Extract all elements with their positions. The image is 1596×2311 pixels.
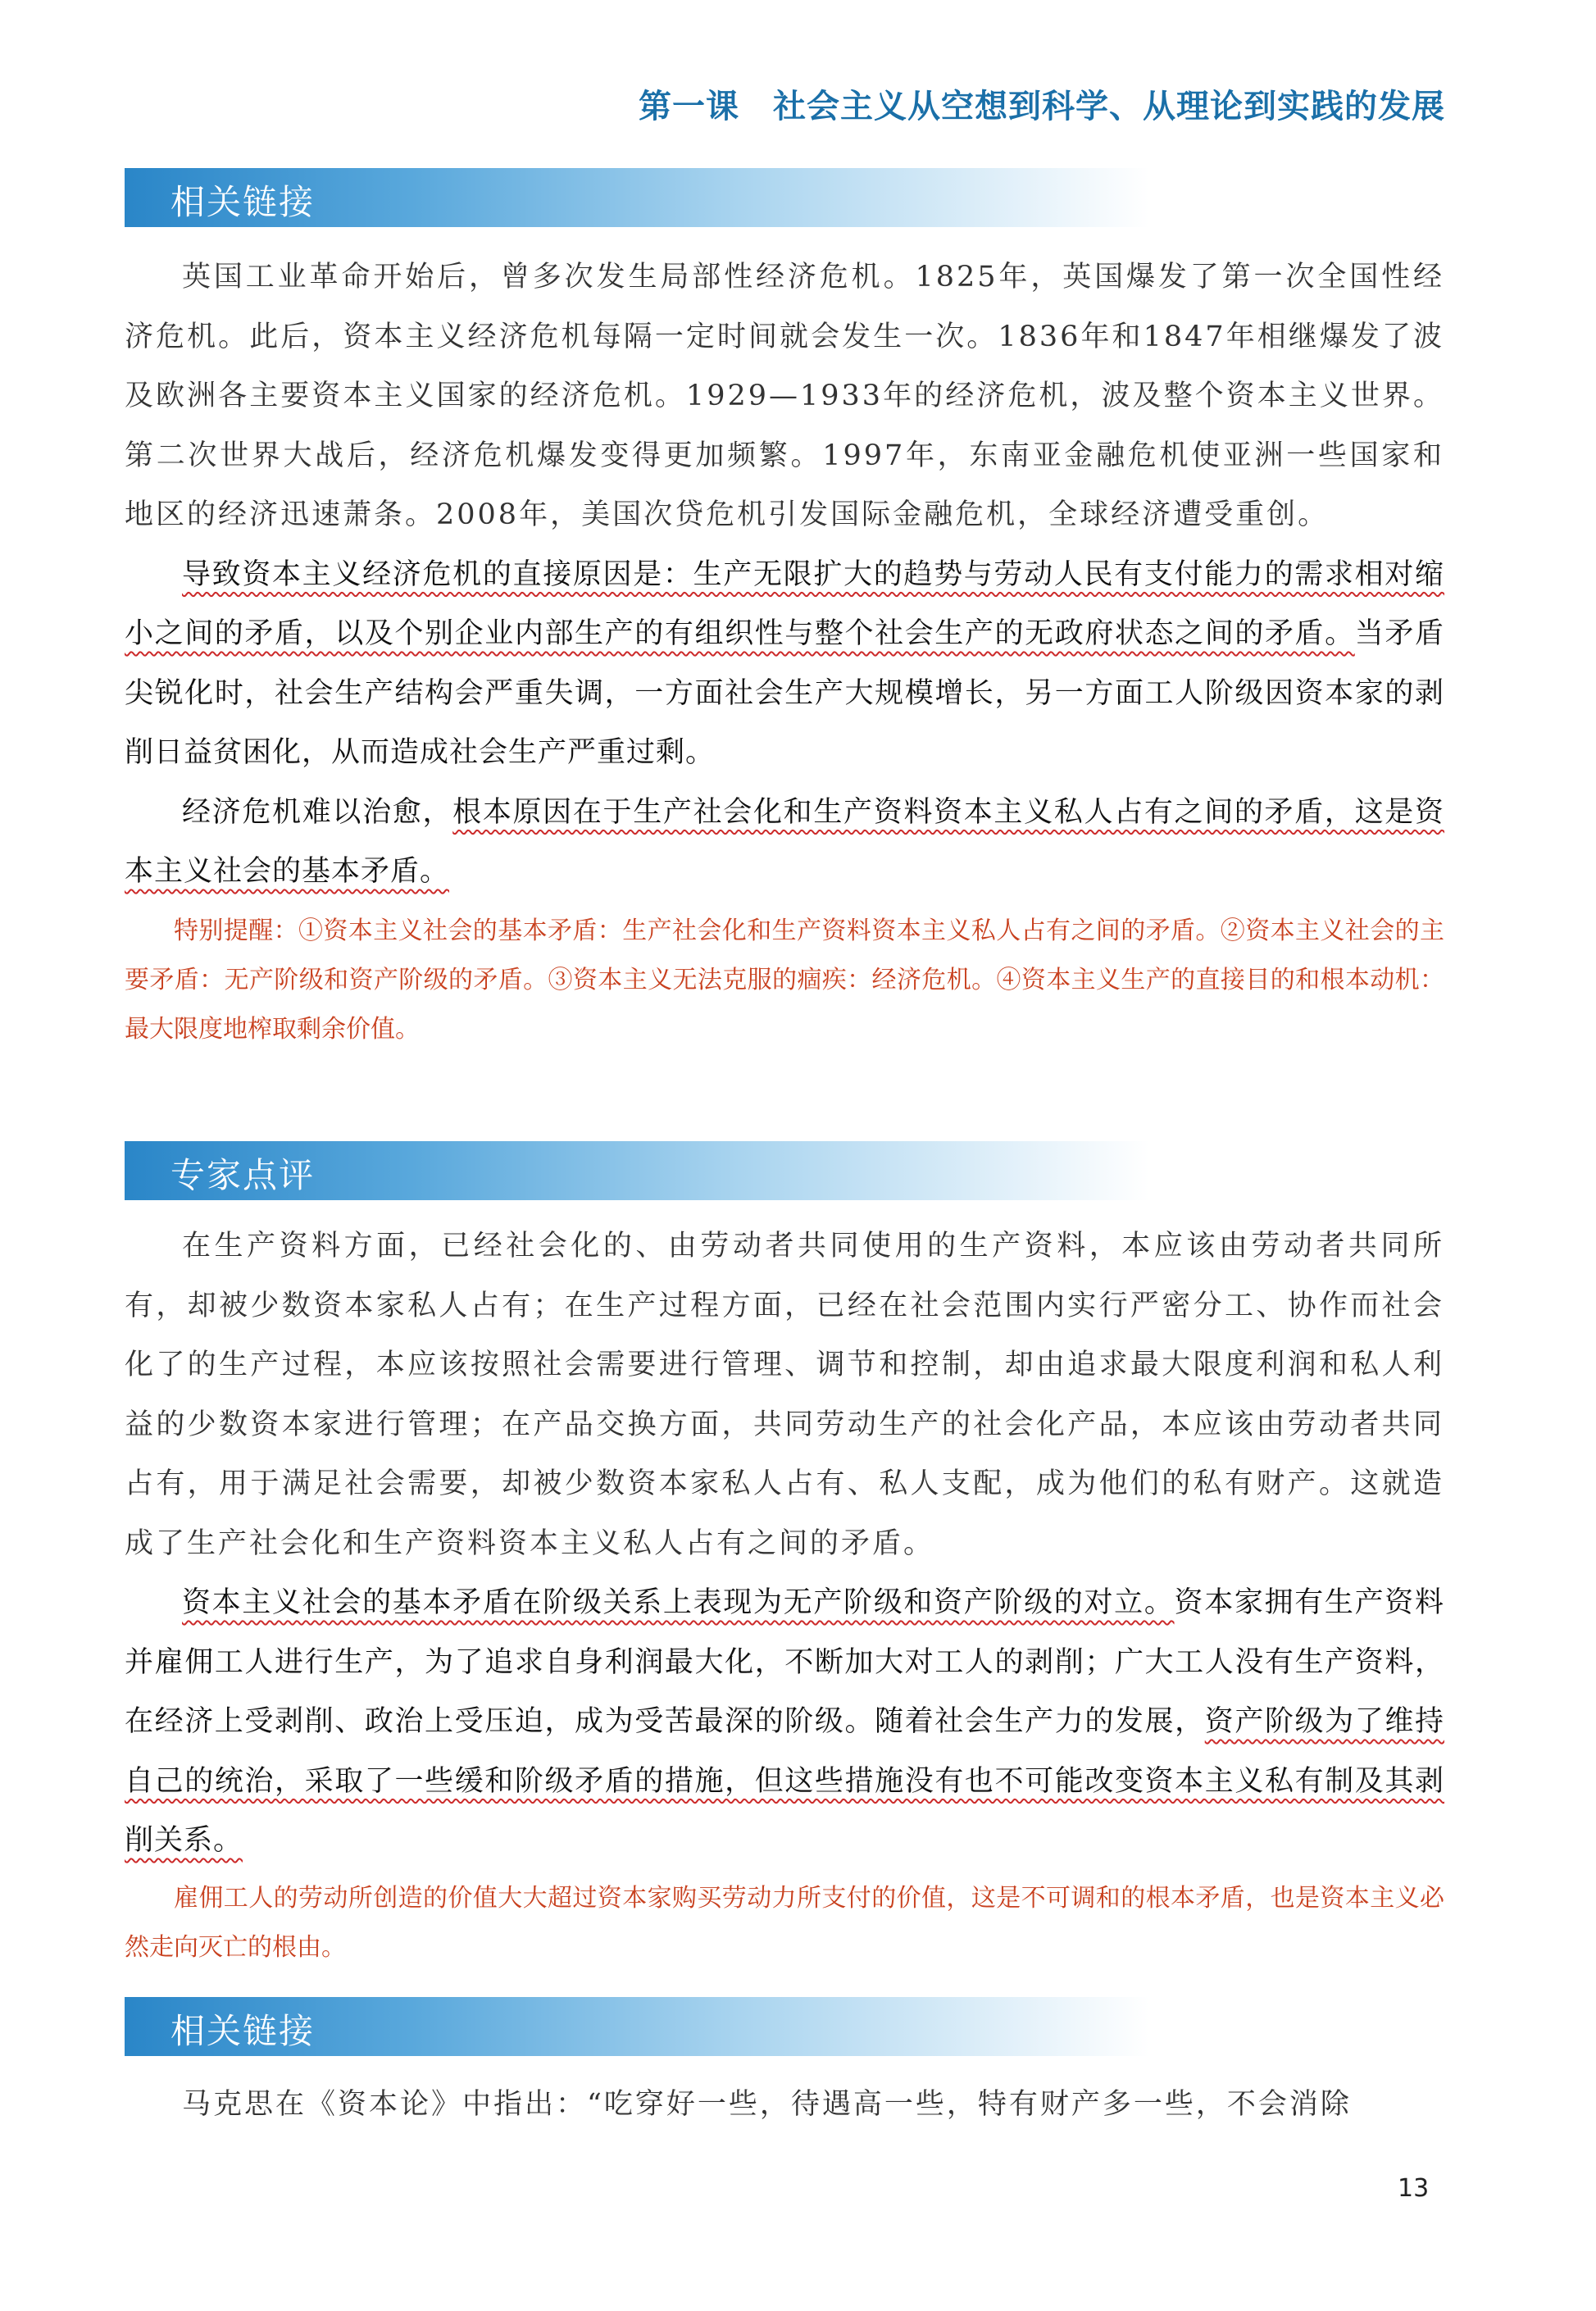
section-banner-expert-review xyxy=(125,1141,1149,1200)
section-related-links-content xyxy=(125,248,1444,1054)
annotation-note: 雇佣工人的劳动所创造的价值大大超过资本家购买劳动力所支付的价值，这是不可调和的根本矛盾，也是资本主义必然走向灭亡的根由。 xyxy=(125,1883,1444,1962)
section-banner-related-links xyxy=(125,168,1149,227)
paragraph-text: 资本家拥有生产资料并雇佣工人进行生产，为了追求自身利润最大化，不断加大对工人的剥削；广大工人没有生产资料，在经济上受剥削、政治上受压迫，成为受苦最深的阶级。随着社会生产力的发展， xyxy=(125,1586,1444,1738)
section-related-links-2-content xyxy=(125,2075,1444,2135)
paragraph-direct-cause xyxy=(125,545,1444,783)
section-banner-related-links-2 xyxy=(125,1997,1149,2056)
paragraph-text: 经济危机难以治愈， xyxy=(182,795,453,829)
page-number: 13 xyxy=(1398,2174,1430,2203)
paragraph-root-cause xyxy=(125,783,1444,902)
chapter-header-title: 第一课 社会主义从空想到科学、从理论到实践的发展 xyxy=(639,88,1445,125)
section-expert-review-content xyxy=(125,1217,1444,1972)
banner-label: 相关链接 xyxy=(171,2011,316,2051)
paragraph-class-relations xyxy=(125,1573,1444,1871)
special-reminder-note: 特别提醒：①资本主义社会的基本矛盾：生产社会化和生产资料资本主义私人占有之间的矛盾。②资本主义社会的主要矛盾：无产阶级和资产阶级的矛盾。③资本主义无法克服的痼疾：经济危机。④资本主义生产的直接目的和根本动机：最大限度地榨取剩余价值。 xyxy=(125,916,1444,1044)
banner-label: 专家点评 xyxy=(171,1155,316,1195)
paragraph-marx-quote: 马克思在《资本论》中指出：“吃穿好一些，待遇高一些，特有财产多一些，不会消除 xyxy=(182,2088,1352,2121)
marked-text-class-opposition: 资本主义社会的基本矛盾在阶级关系上表现为无产阶级和资产阶级的对立。 xyxy=(182,1586,1175,1619)
marked-text-bourgeois-measures: 资产阶级为了维持自己的统治，采取了一些缓和阶级矛盾的措施，但这些措施没有也不可能改变资本主义私有制及其剥削关系。 xyxy=(125,1705,1444,1857)
marked-text-root-cause: 根本原因在于生产社会化和生产资料资本主义私人占有之间的矛盾，这是资本主义社会的基本矛盾。 xyxy=(125,795,1444,888)
banner-label: 相关链接 xyxy=(171,182,316,222)
marked-text-direct-cause: 导致资本主义经济危机的直接原因是：生产无限扩大的趋势与劳动人民有支付能力的需求相对缩小之间的矛盾，以及个别企业内部生产的有组织性与整个社会生产的无政府状态之间的矛盾。 xyxy=(125,557,1444,650)
paragraph-economic-crisis-history: 英国工业革命开始后，曾多次发生局部性经济危机。1825年，英国爆发了第一次全国性经济危机。此后，资本主义经济危机每隔一定时间就会发生一次。1836年和1847年相继爆发了波及欧洲各主要资本主义国家的经济危机。1929—1933年的经济危机，波及整个资本主义世界。第二次世界大战后，经济危机爆发变得更加频繁。1997年，东南亚金融危机使亚洲一些国家和地区的经济迅速萧条。2008年，美国次贷危机引发国际金融危机，全球经济遭受重创。 xyxy=(125,261,1444,531)
paragraph-basic-contradiction-explained: 在生产资料方面，已经社会化的、由劳动者共同使用的生产资料，本应该由劳动者共同所有，却被少数资本家私人占有；在生产过程方面，已经在社会范围内实行严密分工、协作而社会化了的生产过程，本应该按照社会需要进行管理、调节和控制，却由追求最大限度利润和私人利益的少数资本家进行管理；在产品交换方面，共同劳动生产的社会化产品，本应该由劳动者共同占有，用于满足社会需要，却被少数资本家私人占有、私人支配，成为他们的私有财产。这就造成了生产社会化和生产资料资本主义私人占有之间的矛盾。 xyxy=(125,1230,1444,1560)
paragraph-text: 当矛盾尖锐化时，社会生产结构会严重失调，一方面社会生产大规模增长，另一方面工人阶级因资本家的剥削日益贫困化，从而造成社会生产严重过剩。 xyxy=(125,617,1444,769)
